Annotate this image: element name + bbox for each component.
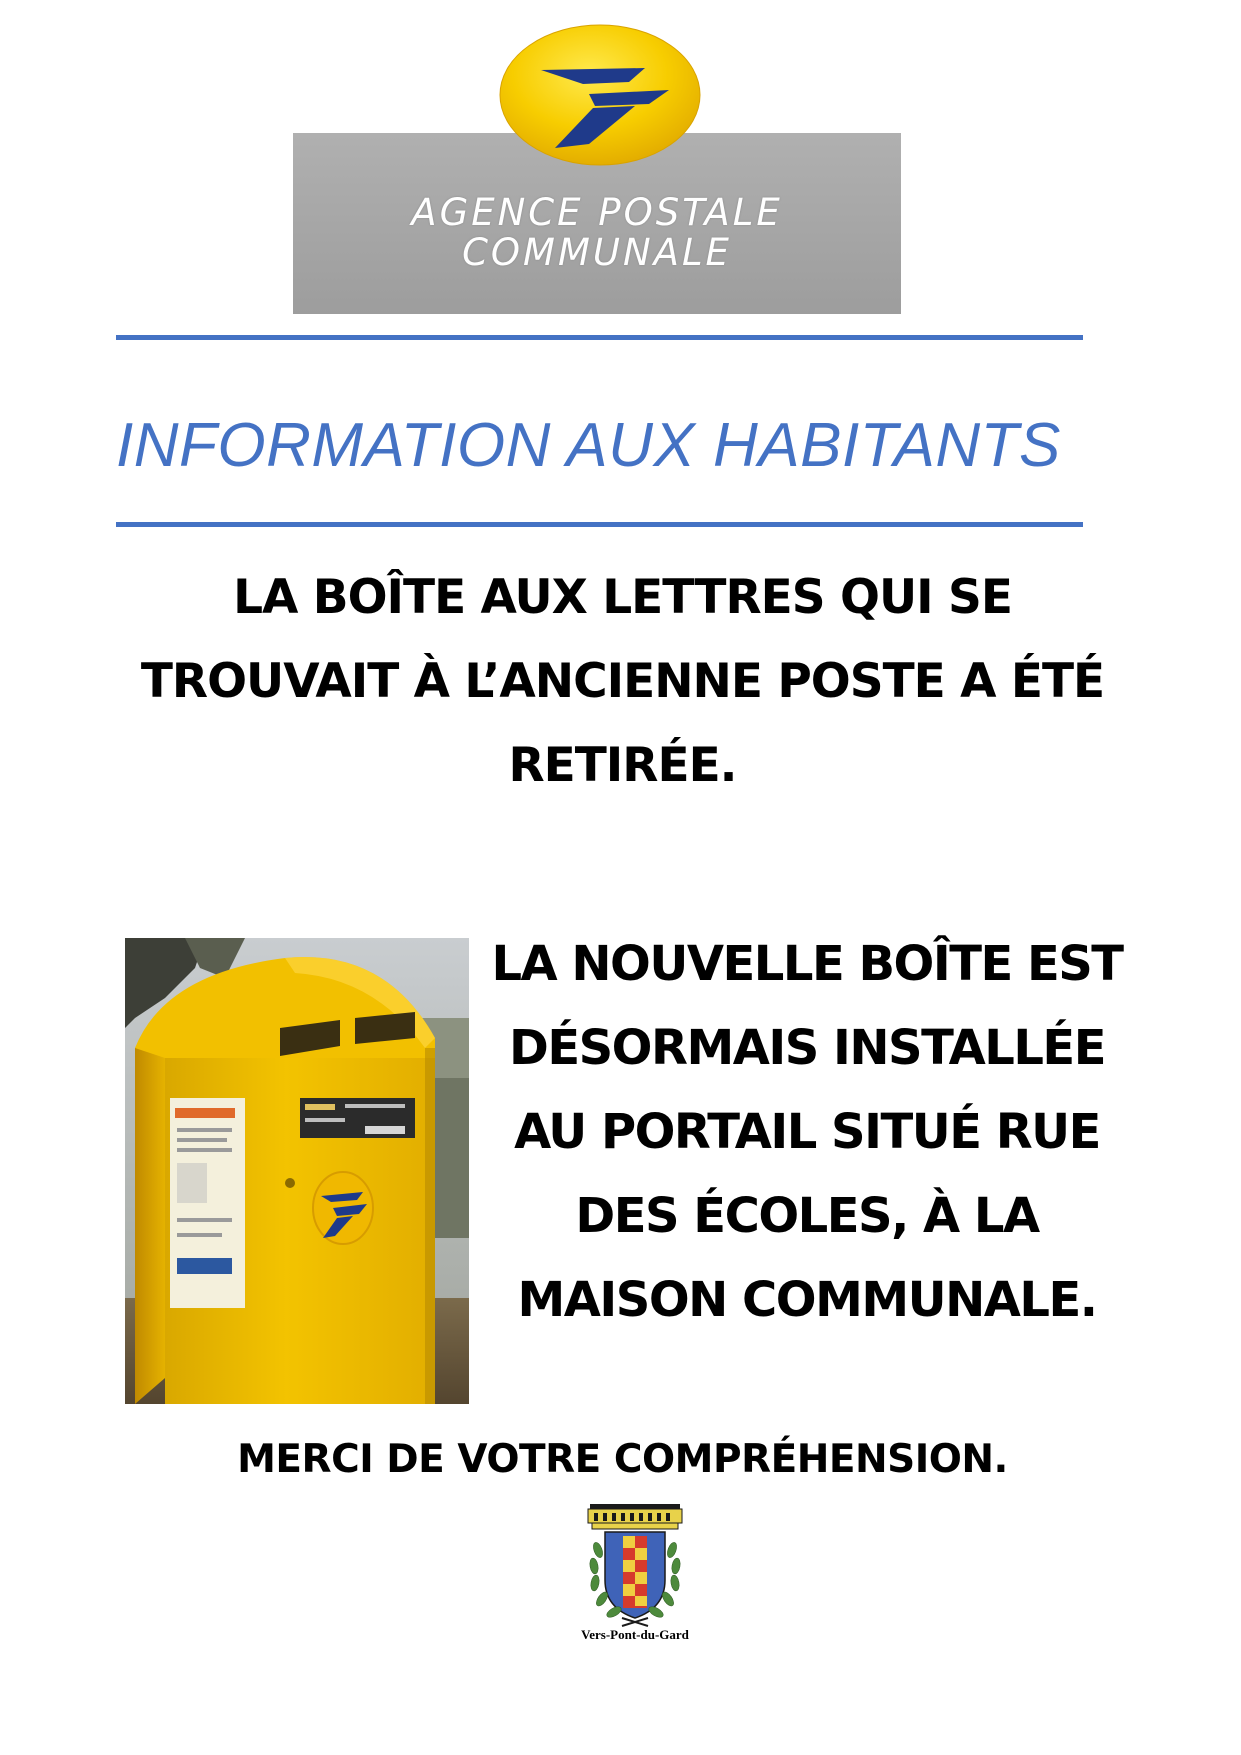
notice-removed-line: TROUVAIT À L’ANCIENNE POSTE A ÉTÉ <box>140 654 1105 709</box>
notice-new-mailbox <box>482 922 1132 1342</box>
notice-new-line: LA NOUVELLE BOÎTE EST <box>491 936 1123 992</box>
notice-removed-line: LA BOÎTE AUX LETTRES QUI SE <box>233 570 1012 625</box>
notice-removed-mailbox <box>60 556 1185 808</box>
notice-new-line: AU PORTAIL SITUÉ RUE <box>514 1104 1100 1160</box>
coat-of-arms-icon <box>560 1500 710 1630</box>
top-divider <box>116 335 1083 340</box>
notice-removed-line: RETIRÉE. <box>508 738 737 793</box>
agence-postale-logo <box>293 20 901 314</box>
crest-caption: Vers-Pont-du-Gard <box>581 1627 689 1642</box>
logo-line-2: COMMUNALE <box>462 231 732 274</box>
yellow-mailbox-photo <box>125 938 469 1404</box>
town-coat-of-arms <box>560 1500 710 1648</box>
page-title: INFORMATION AUX HABITANTS <box>116 411 1061 480</box>
bottom-divider <box>116 522 1083 527</box>
logo-line-1: AGENCE POSTALE <box>411 191 783 234</box>
notice-new-line: MAISON COMMUNALE. <box>517 1272 1097 1328</box>
thanks-message: MERCI DE VOTRE COMPRÉHENSION. <box>237 1437 1008 1482</box>
notice-new-line: DÉSORMAIS INSTALLÉE <box>508 1020 1106 1076</box>
notice-new-line: DES ÉCOLES, À LA <box>575 1188 1039 1244</box>
